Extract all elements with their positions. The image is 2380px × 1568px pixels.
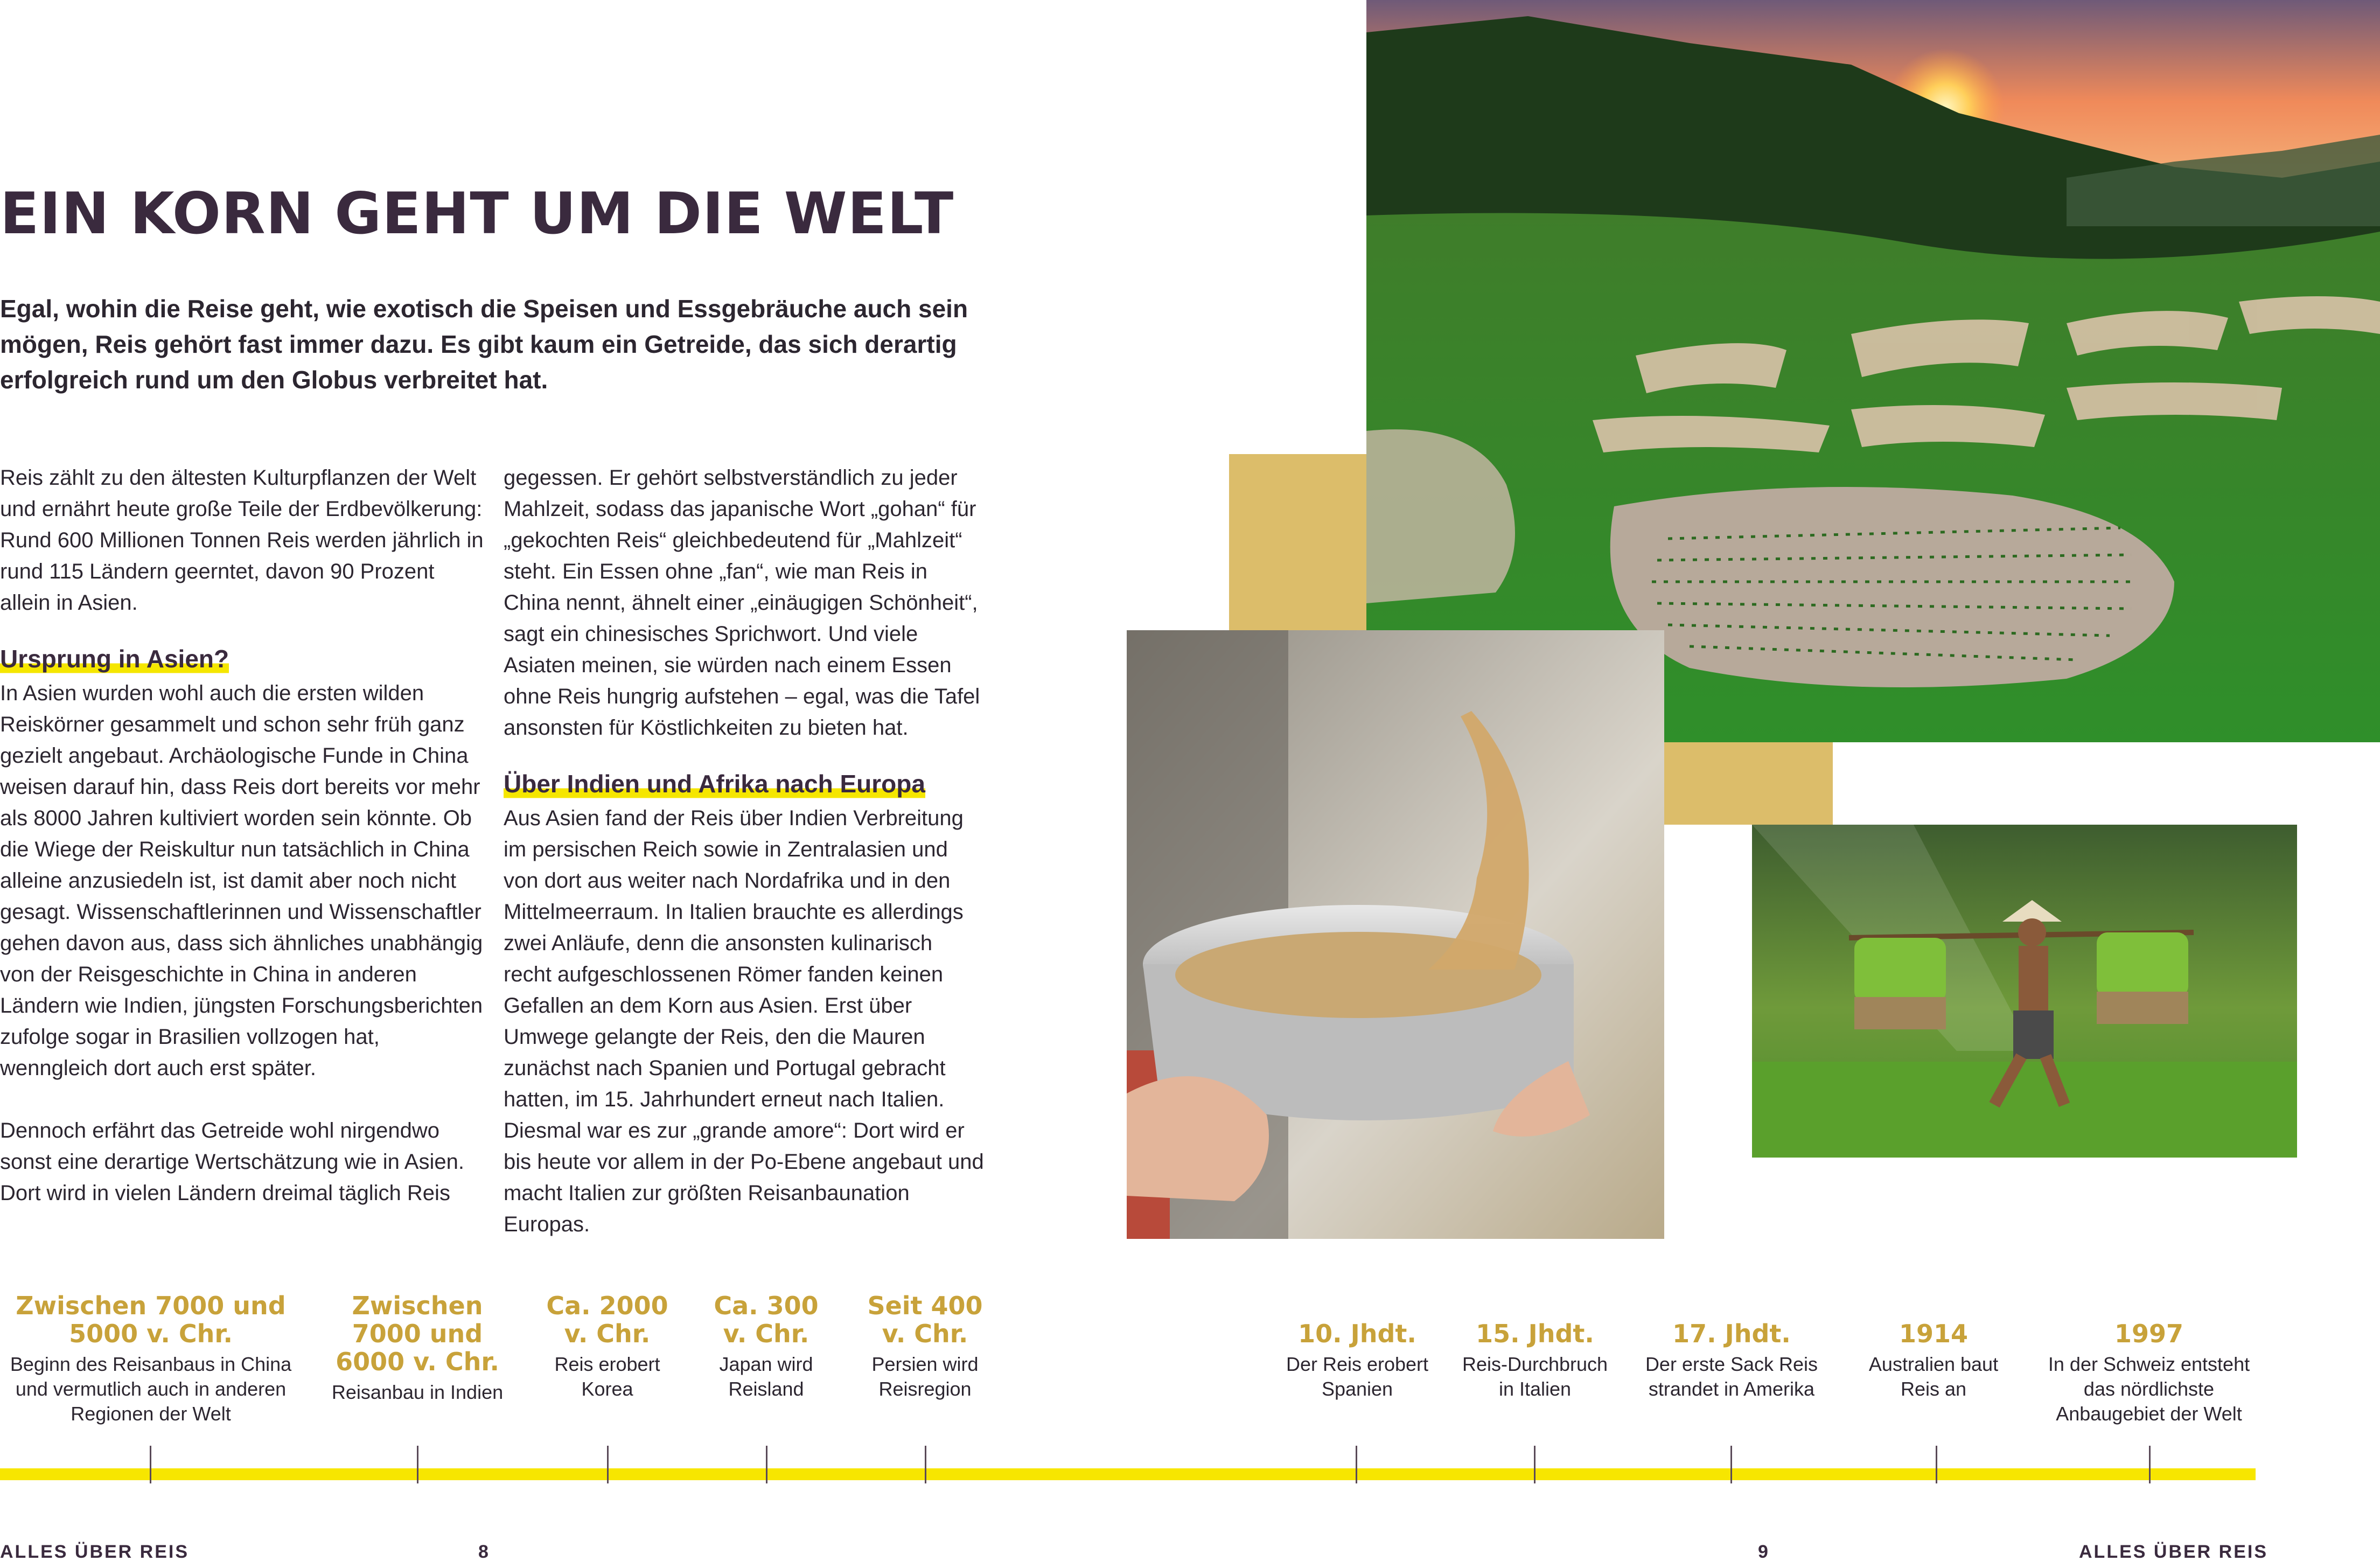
paragraph: Aus Asien fand der Reis über Indien Verbreitung im persischen Reich sowie in Zentralasien und von dort aus weiter nach Nordafrika und in den Mittelmeerraum. In Italien brauchte es allerdings zwei Anläufe, denn die ansonsten kulinarisch recht aufgeschlossenen Römer fanden keinen Gefallen an dem Korn aus Asien. Erst über Umwege gelangte der Reis, den die Mauren zunächst nach Spanien und Portugal gebracht hatten, im 15. Jahrhundert erneut nach Italien. Diesmal war es zur „grande amore“: Dort wird er bis heute vor allem in der Po-Ebene angebaut und macht Italien zur größten Reisanbaunation Europas. [504, 806, 984, 1236]
timeline-event [320, 1292, 514, 1405]
timeline-description: Der erste Sack Reis strandet in Amerika [1645, 1353, 1818, 1400]
timeline-date: 15. Jhdt. [1476, 1319, 1594, 1348]
farmer-carrying-rice-photo [1752, 825, 2297, 1158]
timeline-tick [2149, 1446, 2151, 1483]
footer-label-right: ALLES ÜBER REIS [2079, 1542, 2269, 1562]
timeline-tick [1936, 1446, 1937, 1483]
paragraph: In Asien wurden wohl auch die ersten wilden Reiskörner gesammelt und schon sehr früh ganz gezielt angebaut. Archäologische Funde in China weisen darauf hin, dass Reis dort bereits vor mehr als 8000 Jahren kultiviert worden sein könnte. Ob die Wiege der Reiskultur nun tatsächlich in China alleine anzusiedeln ist, ist damit aber noch nicht gesagt. Wissenschaftlerinnen und Wissenschaftler gehen davon aus, dass sich ähnliches unabhängig von der Reisgeschichte in China in anderen Ländern wie Indien, jüngsten Forschungsberichten zufolge sogar in Brasilien vollzogen hat, wenngleich dort auch erst später. [0, 681, 483, 1080]
timeline-event [539, 1292, 676, 1402]
section-heading: Ursprung in Asien? [0, 640, 229, 678]
lead-paragraph: Egal, wohin die Reise geht, wie exotisch die Speisen und Essgebräuche auch sein mögen, Reis gehört fast immer dazu. Es gibt kaum ein Getreide, das sich derartig erfolgreich rund um den Globus verbreitet hat. [0, 295, 968, 394]
paragraph: Dennoch erfährt das Getreide wohl nirgendwo sonst eine derartige Wertschätzung wie in Asien. Dort wird in vielen Ländern dreimal täglich Reis [0, 1119, 464, 1205]
timeline-tick [1356, 1446, 1357, 1483]
timeline-tick [925, 1446, 926, 1483]
timeline-event [700, 1292, 832, 1402]
gold-accent-block [1664, 742, 1833, 825]
timeline-date: 1997 [2114, 1319, 2184, 1348]
timeline-description: Reisanbau in Indien [331, 1381, 504, 1403]
timeline-event [1853, 1320, 2014, 1402]
timeline-date: Zwischen 7000 und 5000 v. Chr. [16, 1291, 286, 1348]
timeline-event [1632, 1320, 1831, 1402]
timeline-tick [607, 1446, 609, 1483]
timeline-event [2036, 1320, 2262, 1426]
page-title: EIN KORN GEHT UM DIE WELT [0, 180, 954, 247]
timeline-tick [1730, 1446, 1732, 1483]
timeline-date: Zwischen 7000 und 6000 v. Chr. [336, 1291, 499, 1376]
timeline-date: Seit 400 v. Chr. [867, 1291, 983, 1348]
timeline-event [1271, 1320, 1443, 1402]
page-number-left: 8 [478, 1542, 490, 1562]
timeline-description: Persien wird Reisregion [871, 1353, 979, 1400]
paragraph: gegessen. Er gehört selbstverständlich zu jeder Mahlzeit, sodass das japanische Wort „gohan“ für „gekochten Reis“ gleichbedeutend für „Mahlzeit“ steht. Ein Essen ohne „fan“, wie man Reis in China nennt, ähnelt einer „einäugigen Schönheit“, sagt ein chinesisches Sprichwort. Und viele Asiaten meinen, sie würden nach einem Essen ohne Reis hungrig aufstehen – egal, was die Tafel ansonsten für Köstlichkeiten zu bieten hat. [504, 466, 980, 740]
timeline-description: Reis erobert Korea [554, 1353, 660, 1400]
timeline-description: Australien baut Reis an [1868, 1353, 1999, 1400]
timeline-line [0, 1468, 2256, 1480]
timeline-event [856, 1292, 994, 1402]
timeline-tick [766, 1446, 767, 1483]
timeline-description: Japan wird Reisland [719, 1353, 813, 1400]
footer-label-left: ALLES ÜBER REIS [0, 1542, 190, 1562]
timeline-date: Ca. 2000 v. Chr. [546, 1291, 668, 1348]
timeline-description: In der Schweiz entsteht das nördlichste Anbaugebiet der Welt [2048, 1353, 2250, 1425]
timeline-description: Reis-Durchbruch in Italien [1462, 1353, 1608, 1400]
rice-sieve-photo [1127, 630, 1664, 1239]
text-column-2 [504, 462, 986, 1240]
timeline-description: Beginn des Reisanbaus in China und vermutlich auch in anderen Regionen der Welt [10, 1353, 292, 1425]
section-heading: Über Indien und Afrika nach Europa [504, 765, 925, 803]
timeline-event [1457, 1320, 1613, 1402]
text-column-1 [0, 462, 485, 1209]
timeline-event [0, 1292, 302, 1426]
timeline-date: 17. Jhdt. [1672, 1319, 1791, 1348]
timeline-date: 1914 [1899, 1319, 1969, 1348]
timeline-date: Ca. 300 v. Chr. [714, 1291, 819, 1348]
timeline-description: Der Reis erobert Spanien [1286, 1353, 1429, 1400]
timeline-tick [1534, 1446, 1536, 1483]
timeline-date: 10. Jhdt. [1298, 1319, 1416, 1348]
paragraph: Reis zählt zu den ältesten Kulturpflanzen der Welt und ernährt heute große Teile der Erdbevölkerung: Rund 600 Millionen Tonnen Reis werden jährlich in rund 115 Ländern geerntet, davon 90 Prozent allein in Asien. [0, 466, 484, 615]
page-number-right: 9 [1758, 1542, 1770, 1562]
timeline-tick [150, 1446, 151, 1483]
timeline-tick [417, 1446, 418, 1483]
